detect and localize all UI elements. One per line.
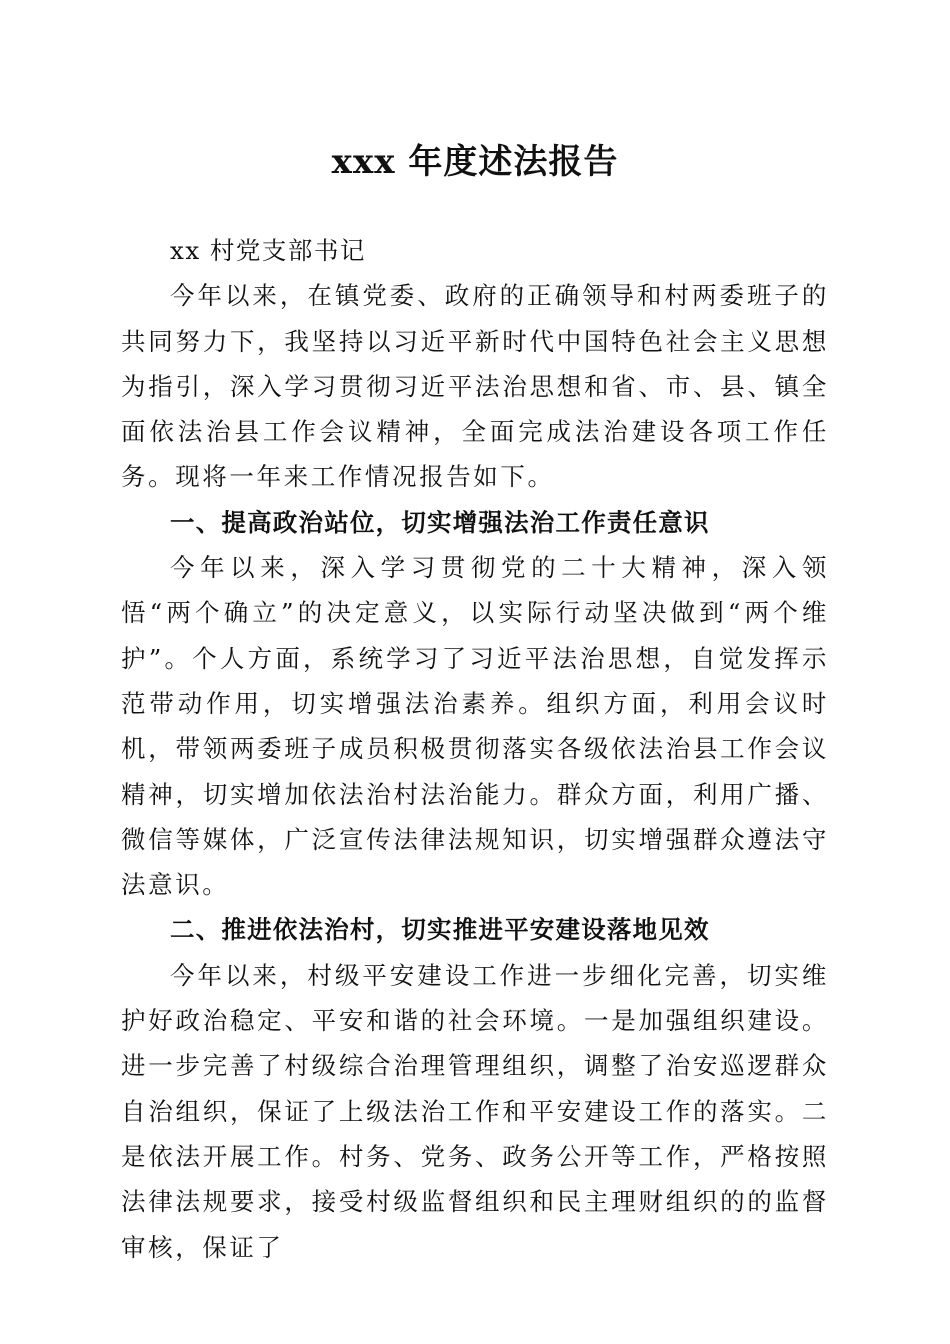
section-heading-1: 一、提高政治站位，切实增强法治工作责任意识 (170, 507, 710, 537)
document-body (121, 228, 829, 1270)
intro-paragraph: 今年以来，在镇党委、政府的正确领导和村两委班子的共同努力下，我坚持以习近平新时代中国特色社会主义思想为指引，深入学习贯彻习近平法治思想和省、市、县、镇全面依法治县工作会议精神，全面完成法治建设各项工作任务。现将一年来工作情况报告如下。 (121, 281, 829, 492)
author-line: xx 村党支部书记 (170, 236, 366, 265)
section-paragraph-1: 今年以来，深入学习贯彻党的二十大精神，深入领悟“两个确立”的决定意义，以实际行动坚决做到“两个维护”。个人方面，系统学习了习近平法治思想，自觉发挥示范带动作用，切实增强法治素养。组织方面，利用会议时机，带领两委班子成员积极贯彻落实各级依法治县工作会议精神，切实增加依法治村法治能力。群众方面，利用广播、微信等媒体，广泛宣传法律法规知识，切实增强群众遵法守法意识。 (121, 553, 829, 900)
section-heading-2: 二、推进依法治村，切实推进平安建设落地见效 (170, 915, 710, 945)
document-title: xxx 年度述法报告 (331, 142, 619, 182)
section-paragraph-2: 今年以来，村级平安建设工作进一步细化完善，切实维护好政治稳定、平安和谐的社会环境。一是加强组织建设。进一步完善了村级综合治理管理组织，调整了治安巡逻群众自治组织，保证了上级法治工作和平安建设工作的落实。二是依法开展工作。村务、党务、政务公开等工作，严格按照法律法规要求，接受村级监督组织和民主理财组织的的监督审核，保证了 (121, 960, 829, 1262)
